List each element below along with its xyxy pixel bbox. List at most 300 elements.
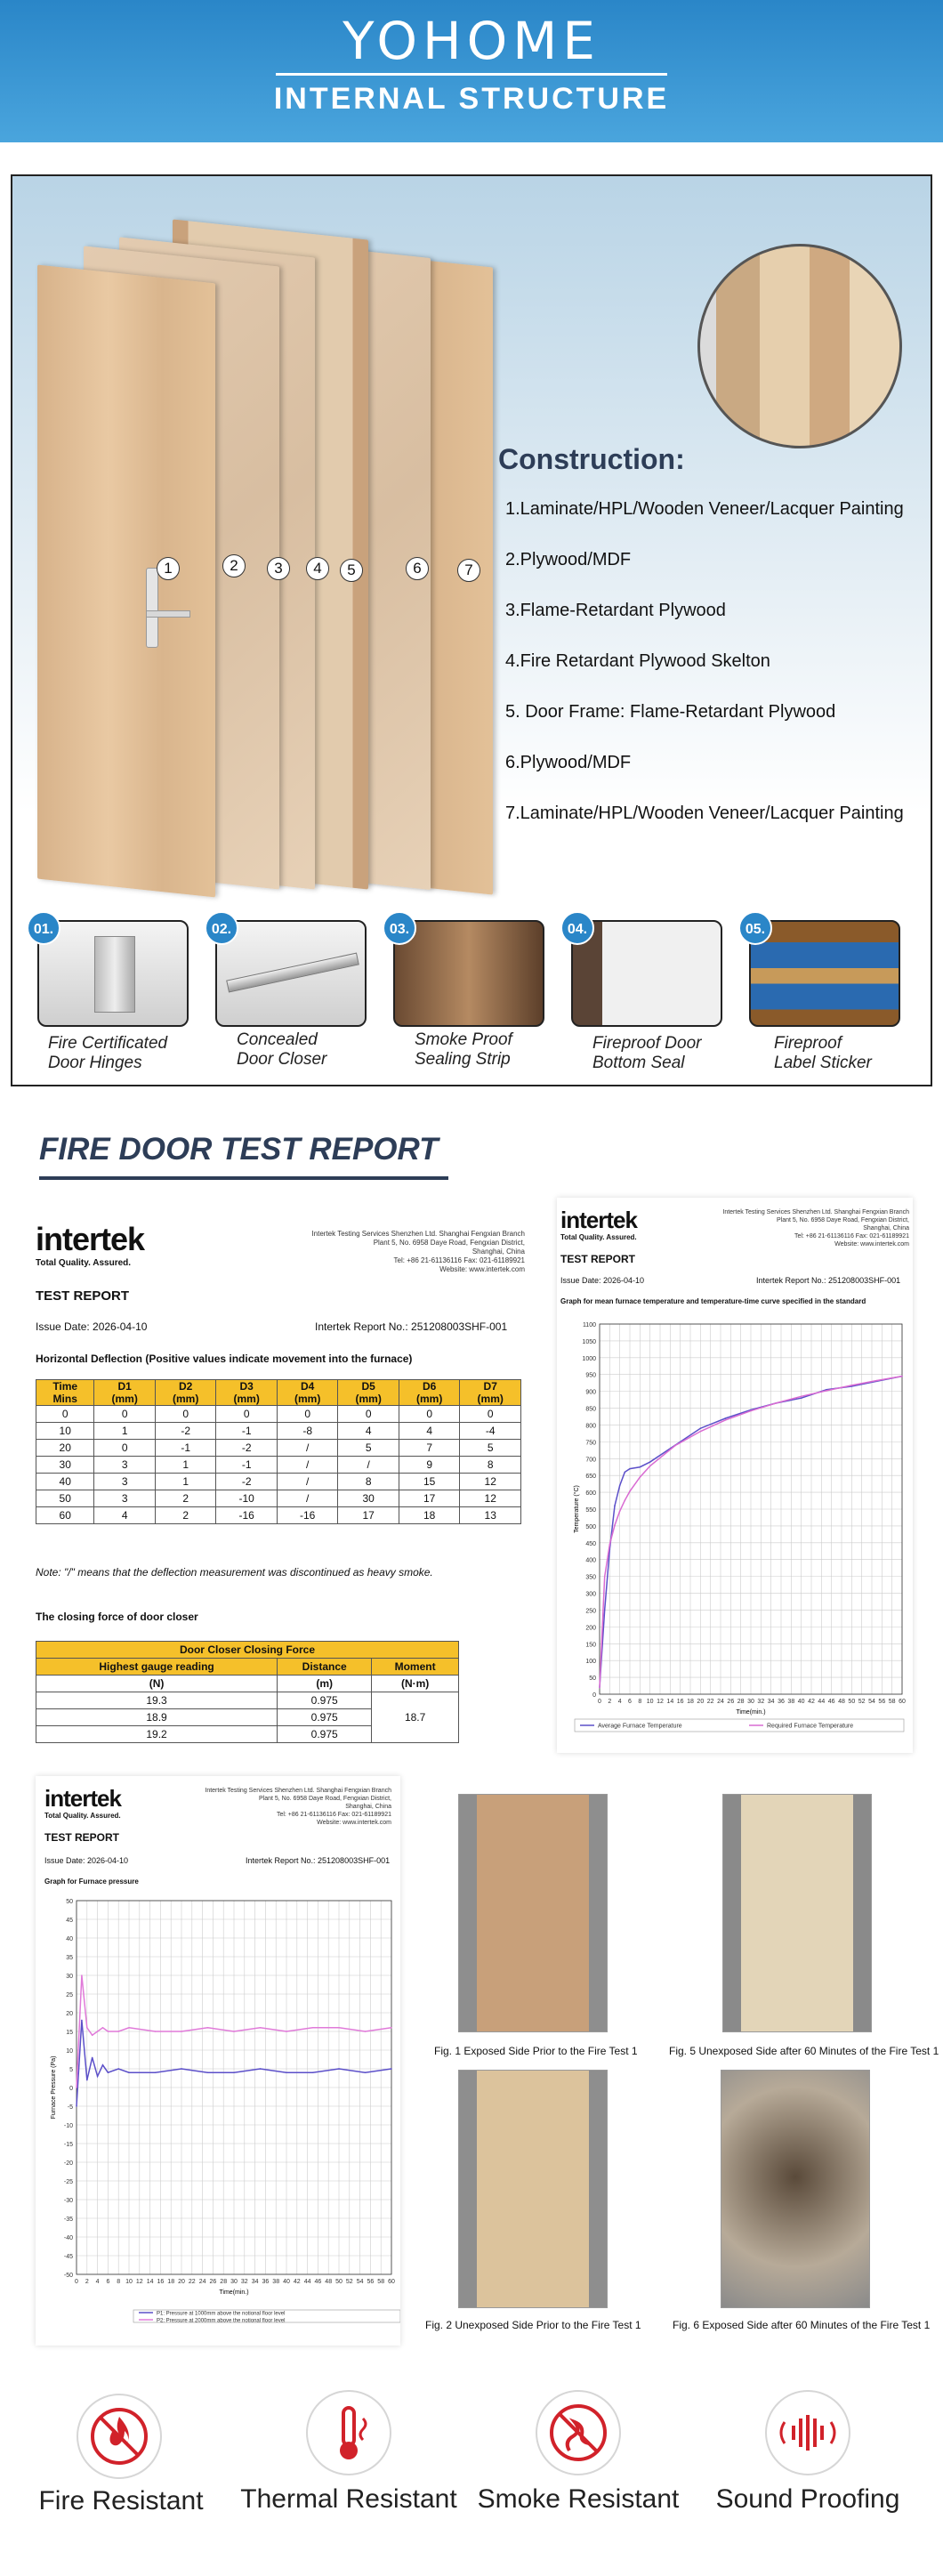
x-tick-label: 16 <box>157 2279 165 2285</box>
y-tick-label: 300 <box>585 1591 596 1598</box>
construction-item-3: 3.Flame-Retardant Plywood <box>505 601 726 620</box>
x-tick-label: 56 <box>367 2279 375 2285</box>
closing-unit-m: (m) <box>278 1676 372 1692</box>
brand-name: YOHOME <box>343 11 600 71</box>
x-tick-label: 60 <box>899 1699 906 1705</box>
x-tick-label: 34 <box>767 1699 775 1705</box>
x-tick-label: 28 <box>737 1699 745 1705</box>
structure-panel <box>11 174 932 1086</box>
table-cell: 4 <box>399 1423 460 1440</box>
intertek-tagline: Total Quality. Assured. <box>560 1233 637 1241</box>
data-point <box>260 2068 262 2070</box>
table-cell: 60 <box>36 1507 94 1524</box>
data-point <box>640 1466 641 1468</box>
table-cell: 30 <box>36 1457 94 1474</box>
x-axis-label: Time(min.) <box>736 1709 766 1716</box>
layer-number-3: 3 <box>267 557 290 580</box>
data-point <box>338 2027 340 2029</box>
y-tick-label: -15 <box>63 2142 73 2148</box>
x-tick-label: 14 <box>666 1699 674 1705</box>
data-point <box>826 1390 827 1392</box>
x-tick-label: 58 <box>888 1699 896 1705</box>
x-tick-label: 10 <box>125 2279 133 2285</box>
x-tick-label: 22 <box>706 1699 714 1705</box>
report-title-underline <box>39 1176 448 1180</box>
x-tick-label: 38 <box>272 2279 280 2285</box>
layer-number-5: 5 <box>340 559 363 582</box>
table-cell: 12 <box>460 1474 521 1490</box>
data-point <box>81 2020 83 2022</box>
x-tick-label: 50 <box>848 1699 856 1705</box>
report-number: Intertek Report No.: 251208003SHF-001 <box>756 1276 901 1285</box>
x-tick-label: 44 <box>818 1699 826 1705</box>
construction-item-2: 2.Plywood/MDF <box>505 550 632 569</box>
data-point <box>599 1687 600 1689</box>
table-row <box>36 1457 521 1474</box>
accessory-badge-1: 01. <box>27 911 60 945</box>
table-cell: -2 <box>155 1423 216 1440</box>
table-cell: / <box>277 1490 338 1507</box>
closing-col-reading: Highest gauge reading <box>36 1659 278 1676</box>
y-tick-label: 900 <box>585 1389 596 1396</box>
table-cell: 0 <box>277 1406 338 1423</box>
layer-number-4: 4 <box>306 557 329 580</box>
sound-proofing-icon <box>765 2390 850 2475</box>
lab-address: Intertek Testing Services Shenzhen Ltd. Shanghai Fengxian Branch Plant 5, No. 6958 Daye Road, Fengxian District, Shanghai, China Tel: +86 21-61136116 Fax: 021-61189921 Website: www.intertek.com <box>722 1209 909 1248</box>
y-tick-label: 50 <box>589 1676 596 1683</box>
x-tick-label: 0 <box>75 2279 78 2285</box>
data-point <box>76 2105 77 2107</box>
table-cell: 0.975 <box>278 1692 372 1709</box>
test-photo-1 <box>458 1794 608 2032</box>
accessory-badge-3: 03. <box>383 911 416 945</box>
x-tick-label: 24 <box>198 2279 206 2285</box>
data-point <box>260 2027 262 2029</box>
accessory-caption-1: Fire Certificated Door Hinges <box>48 1034 168 1072</box>
x-tick-label: 46 <box>827 1699 835 1705</box>
table-cell: 0.975 <box>278 1726 372 1743</box>
table-cell: 1 <box>155 1474 216 1490</box>
data-point <box>640 1476 641 1478</box>
table-cell: 13 <box>460 1507 521 1524</box>
table-cell: 8 <box>460 1457 521 1474</box>
lab-address: Intertek Testing Services Shenzhen Ltd. Shanghai Fengxian Branch Plant 5, No. 6958 Daye Road, Fengxian District, Shanghai, China Tel: +86 21-61136116 Fax: 021-61189921 Website: www.intertek.com <box>205 1788 391 1826</box>
figure-caption-2: Fig. 2 Unexposed Side Prior to the Fire Test 1 <box>425 2319 641 2331</box>
x-tick-label: 20 <box>697 1699 705 1705</box>
table-cell: 0 <box>460 1406 521 1423</box>
x-tick-label: 30 <box>230 2279 238 2285</box>
y-tick-label: -20 <box>63 2160 73 2167</box>
table-cell: / <box>338 1457 399 1474</box>
data-point <box>207 2071 209 2073</box>
x-tick-label: 28 <box>220 2279 228 2285</box>
table-row <box>36 1406 521 1423</box>
x-tick-label: 50 <box>335 2279 343 2285</box>
deflection-col-header: D6 (mm) <box>399 1380 460 1406</box>
issue-date: Issue Date: 2026-04-10 <box>560 1276 645 1285</box>
data-point <box>625 1499 626 1501</box>
deflection-col-header: D1 (mm) <box>94 1380 156 1406</box>
table-cell: 50 <box>36 1490 94 1507</box>
data-point <box>365 2031 367 2032</box>
test-photo-2 <box>458 2070 608 2308</box>
table-cell: 8 <box>338 1474 399 1490</box>
table-cell: 19.3 <box>36 1692 278 1709</box>
data-point <box>312 2027 314 2029</box>
table-cell: 2 <box>155 1507 216 1524</box>
data-point <box>97 2031 99 2032</box>
table-cell: 17 <box>338 1507 399 1524</box>
data-point <box>102 2027 104 2029</box>
table-cell: 9 <box>399 1457 460 1474</box>
y-tick-label: 100 <box>585 1659 596 1666</box>
x-tick-label: 48 <box>325 2279 333 2285</box>
accessory-label-image <box>749 920 900 1027</box>
data-point <box>181 2031 182 2032</box>
y-axis-label: Temperature (°C) <box>574 1485 580 1533</box>
data-point <box>750 1410 752 1412</box>
table-cell: 17 <box>399 1490 460 1507</box>
y-tick-label: 350 <box>585 1574 596 1581</box>
table-cell: 3 <box>94 1474 156 1490</box>
door-lock <box>146 568 158 648</box>
data-point <box>391 2068 392 2070</box>
x-tick-label: 42 <box>808 1699 815 1705</box>
table-cell: 3 <box>94 1457 156 1474</box>
x-tick-label: 18 <box>167 2279 175 2285</box>
table-cell: 10 <box>36 1423 94 1440</box>
closing-unit-n: (N) <box>36 1676 278 1692</box>
table-cell: 0 <box>399 1406 460 1423</box>
data-point <box>102 2064 104 2066</box>
data-point <box>901 1376 903 1377</box>
x-tick-label: 38 <box>787 1699 795 1705</box>
issue-date: Issue Date: 2026-04-10 <box>36 1320 148 1333</box>
y-tick-label: 20 <box>66 2011 73 2017</box>
construction-item-6: 6.Plywood/MDF <box>505 753 632 772</box>
data-point <box>312 2071 314 2073</box>
report-number: Intertek Report No.: 251208003SHF-001 <box>246 1856 391 1865</box>
data-point <box>286 2031 287 2032</box>
table-cell: -16 <box>216 1507 278 1524</box>
data-point <box>700 1427 702 1429</box>
x-tick-label: 42 <box>293 2279 301 2285</box>
construction-title: Construction: <box>498 443 685 475</box>
x-tick-label: 18 <box>687 1699 694 1705</box>
deflection-col-header: D4 (mm) <box>277 1380 338 1406</box>
table-cell: 40 <box>36 1474 94 1490</box>
accessory-badge-4: 04. <box>560 911 594 945</box>
y-tick-label: 600 <box>585 1490 596 1498</box>
table-cell: 0.975 <box>278 1709 372 1726</box>
y-tick-label: 550 <box>585 1507 596 1514</box>
report-document-3 <box>36 1776 400 2346</box>
table-cell: 5 <box>460 1440 521 1457</box>
data-point <box>851 1385 853 1386</box>
x-tick-label: 40 <box>283 2279 290 2285</box>
x-tick-label: 46 <box>314 2279 322 2285</box>
data-point <box>604 1610 606 1611</box>
data-point <box>97 2076 99 2078</box>
y-tick-label: 950 <box>585 1372 596 1379</box>
lab-address: Intertek Testing Services Shenzhen Ltd. Shanghai Fengxian Branch Plant 5, No. 6958 Daye Road, Fengxian District, Shanghai, China Tel: +86 21-61136116 Fax: 021-61189921 Website: www.intertek.com <box>311 1230 525 1273</box>
door-closer-icon <box>226 953 359 993</box>
y-tick-label: -30 <box>63 2198 73 2204</box>
y-tick-label: 10 <box>66 2048 73 2055</box>
table-row <box>36 1474 521 1490</box>
data-point <box>233 2031 235 2032</box>
closing-force-table <box>36 1641 459 1743</box>
legend-label: P2: Pressure at 2000mm above the notional floor level <box>157 2318 286 2324</box>
table-cell: / <box>277 1474 338 1490</box>
x-tick-label: 26 <box>727 1699 735 1705</box>
pressure-chart-title: Graph for Furnace pressure <box>44 1877 139 1886</box>
hinge-icon <box>94 936 135 1013</box>
construction-item-1: 1.Laminate/HPL/Wooden Veneer/Lacquer Painting <box>505 499 904 519</box>
y-tick-label: 1100 <box>582 1322 596 1328</box>
y-tick-label: 450 <box>585 1540 596 1547</box>
data-point <box>128 2071 130 2073</box>
x-tick-label: 44 <box>303 2279 311 2285</box>
x-tick-label: 20 <box>178 2279 185 2285</box>
table-cell: -1 <box>155 1440 216 1457</box>
feature-thermal-resistant: Thermal Resistant <box>240 2484 457 2514</box>
accessory-caption-5: Fireproof Label Sticker <box>774 1034 872 1072</box>
x-tick-label: 2 <box>608 1699 612 1705</box>
table-cell: 18.9 <box>36 1709 278 1726</box>
x-tick-label: 0 <box>598 1699 601 1705</box>
x-tick-label: 32 <box>757 1699 765 1705</box>
data-point <box>155 2031 157 2032</box>
data-point <box>649 1466 651 1467</box>
data-point <box>629 1490 631 1492</box>
intertek-tagline: Total Quality. Assured. <box>36 1258 132 1268</box>
legend-label: Required Furnace Temperature <box>767 1723 854 1730</box>
accessory-hinge-image <box>37 920 189 1027</box>
x-tick-label: 10 <box>646 1699 654 1705</box>
deflection-title: Horizontal Deflection (Positive values indicate movement into the furnace) <box>36 1353 413 1365</box>
data-point <box>391 2027 392 2029</box>
data-point <box>108 2031 109 2032</box>
data-point <box>128 2027 130 2029</box>
x-tick-label: 22 <box>188 2279 196 2285</box>
table-cell: 0 <box>94 1406 156 1423</box>
accessory-seal-image <box>393 920 544 1027</box>
deflection-col-header: D3 (mm) <box>216 1380 278 1406</box>
data-point <box>614 1505 616 1506</box>
table-cell: -16 <box>277 1507 338 1524</box>
y-tick-label: -10 <box>63 2123 73 2129</box>
y-tick-label: 35 <box>66 1955 73 1961</box>
temp-chart-title: Graph for mean furnace temperature and temperature-time curve specified in the standard <box>560 1297 866 1305</box>
y-tick-label: 30 <box>66 1974 73 1980</box>
data-point <box>609 1544 611 1546</box>
y-tick-label: 25 <box>66 1992 73 1999</box>
x-tick-label: 54 <box>356 2279 364 2285</box>
table-cell: -1 <box>216 1457 278 1474</box>
y-axis-label: Furnace Pressure (Pa) <box>51 2055 57 2120</box>
table-cell: 18 <box>399 1507 460 1524</box>
y-tick-label: -35 <box>63 2217 73 2223</box>
table-cell: 15 <box>399 1474 460 1490</box>
intertek-logo: intertek <box>560 1207 637 1233</box>
y-tick-label: 40 <box>66 1936 73 1942</box>
data-point <box>92 2057 93 2059</box>
legend-label: P1: Pressure at 1000mm above the notional floor level <box>157 2311 286 2317</box>
x-tick-label: 32 <box>240 2279 248 2285</box>
y-tick-label: 45 <box>66 1918 73 1924</box>
data-point <box>674 1445 676 1447</box>
x-tick-label: 48 <box>838 1699 845 1705</box>
table-row <box>36 1490 521 1507</box>
intertek-logo: intertek <box>36 1221 145 1257</box>
header-divider <box>276 73 667 76</box>
construction-item-7: 7.Laminate/HPL/Wooden Veneer/Lacquer Painting <box>505 803 904 823</box>
data-point <box>649 1461 651 1463</box>
data-point <box>776 1402 778 1404</box>
closing-moment-value: 18.7 <box>372 1692 459 1743</box>
y-tick-label: 1000 <box>582 1355 596 1362</box>
data-point <box>117 2031 119 2032</box>
y-tick-label: -40 <box>63 2235 73 2241</box>
x-tick-label: 60 <box>388 2279 395 2285</box>
data-point <box>86 2027 88 2029</box>
report-section-title: FIRE DOOR TEST REPORT <box>39 1132 439 1167</box>
data-point <box>619 1485 621 1487</box>
data-point <box>207 2027 209 2029</box>
y-tick-label: 400 <box>585 1557 596 1564</box>
table-cell: 1 <box>155 1457 216 1474</box>
deflection-col-header: D2 (mm) <box>155 1380 216 1406</box>
table-cell: -2 <box>216 1440 278 1457</box>
y-tick-label: 700 <box>585 1457 596 1464</box>
test-photo-6 <box>721 2070 870 2308</box>
accessory-bottom-seal-image <box>571 920 722 1027</box>
table-cell: -2 <box>216 1474 278 1490</box>
table-cell: 0 <box>36 1406 94 1423</box>
table-cell: 0 <box>338 1406 399 1423</box>
x-tick-label: 6 <box>106 2279 110 2285</box>
table-cell: / <box>277 1440 338 1457</box>
y-tick-label: 50 <box>66 1899 73 1905</box>
table-cell: 12 <box>460 1490 521 1507</box>
table-cell: 0 <box>216 1406 278 1423</box>
x-tick-label: 4 <box>617 1699 622 1705</box>
table-cell: 20 <box>36 1440 94 1457</box>
x-tick-label: 52 <box>858 1699 866 1705</box>
x-tick-label: 30 <box>747 1699 754 1705</box>
x-tick-label: 54 <box>868 1699 875 1705</box>
fire-resistant-icon <box>77 2394 162 2479</box>
table-row <box>36 1507 521 1524</box>
layer-number-6: 6 <box>406 557 429 580</box>
data-point <box>108 2071 109 2073</box>
x-tick-label: 56 <box>878 1699 886 1705</box>
y-tick-label: -5 <box>67 2104 73 2111</box>
table-cell: / <box>277 1457 338 1474</box>
table-cell: 4 <box>338 1423 399 1440</box>
report-heading: TEST REPORT <box>36 1288 130 1304</box>
data-point <box>700 1431 702 1433</box>
table-cell: -4 <box>460 1423 521 1440</box>
header-subtitle: INTERNAL STRUCTURE <box>273 82 670 116</box>
table-cell: 5 <box>338 1440 399 1457</box>
x-tick-label: 16 <box>676 1699 684 1705</box>
door-handle <box>146 610 190 618</box>
table-cell: -8 <box>277 1423 338 1440</box>
data-point <box>619 1510 621 1512</box>
pressure-chart <box>36 1892 400 2342</box>
layer-number-7: 7 <box>457 559 480 582</box>
y-tick-label: 5 <box>69 2067 73 2073</box>
feature-sound-proofing: Sound Proofing <box>715 2484 900 2514</box>
deflection-table <box>36 1379 521 1524</box>
data-point <box>725 1419 727 1421</box>
y-tick-label: 1050 <box>582 1338 596 1345</box>
y-tick-label: -25 <box>63 2179 73 2185</box>
y-tick-label: 500 <box>585 1523 596 1530</box>
y-tick-label: 800 <box>585 1423 596 1430</box>
data-point <box>92 2034 93 2036</box>
edge-detail-magnifier <box>697 244 902 448</box>
y-tick-label: 0 <box>592 1692 596 1699</box>
data-point <box>117 2068 119 2070</box>
issue-date: Issue Date: 2026-04-10 <box>44 1856 129 1865</box>
x-tick-label: 12 <box>135 2279 143 2285</box>
x-tick-label: 26 <box>209 2279 217 2285</box>
table-cell: 4 <box>94 1507 156 1524</box>
data-point <box>876 1380 878 1382</box>
x-tick-label: 34 <box>251 2279 259 2285</box>
report-heading: TEST REPORT <box>560 1253 636 1265</box>
accessory-caption-3: Smoke Proof Sealing Strip <box>415 1030 512 1069</box>
y-tick-label: 0 <box>69 2086 73 2092</box>
y-tick-label: 850 <box>585 1406 596 1413</box>
x-tick-label: 36 <box>262 2279 270 2285</box>
closing-col-distance: Distance <box>278 1659 372 1676</box>
deflection-col-header: D5 (mm) <box>338 1380 399 1406</box>
layer-number-2: 2 <box>222 554 246 577</box>
data-point <box>286 2071 287 2073</box>
accessory-badge-5: 05. <box>738 911 772 945</box>
table-cell: 7 <box>399 1440 460 1457</box>
x-tick-label: 4 <box>95 2279 100 2285</box>
accessory-closer-image <box>215 920 367 1027</box>
deflection-col-header: D7 (mm) <box>460 1380 521 1406</box>
report-document-2 <box>557 1198 913 1753</box>
table-cell: 30 <box>338 1490 399 1507</box>
table-row <box>36 1440 521 1457</box>
table-cell: -10 <box>216 1490 278 1507</box>
x-tick-label: 14 <box>146 2279 154 2285</box>
table-cell: 3 <box>94 1490 156 1507</box>
data-point <box>365 2071 367 2073</box>
data-point <box>76 2087 77 2088</box>
data-point <box>338 2068 340 2070</box>
x-tick-label: 40 <box>797 1699 805 1705</box>
thermal-resistant-icon <box>306 2390 391 2475</box>
table-cell: 2 <box>155 1490 216 1507</box>
data-point <box>625 1472 626 1474</box>
data-point <box>155 2071 157 2073</box>
data-point <box>801 1397 802 1399</box>
figure-caption-5: Fig. 5 Unexposed Side after 60 Minutes of the Fire Test 1 <box>669 2045 939 2057</box>
x-tick-label: 8 <box>117 2279 121 2285</box>
closing-col-moment: Moment <box>372 1659 459 1676</box>
intertek-tagline: Total Quality. Assured. <box>44 1812 121 1820</box>
report-heading: TEST REPORT <box>44 1831 120 1844</box>
y-tick-label: 650 <box>585 1474 596 1481</box>
